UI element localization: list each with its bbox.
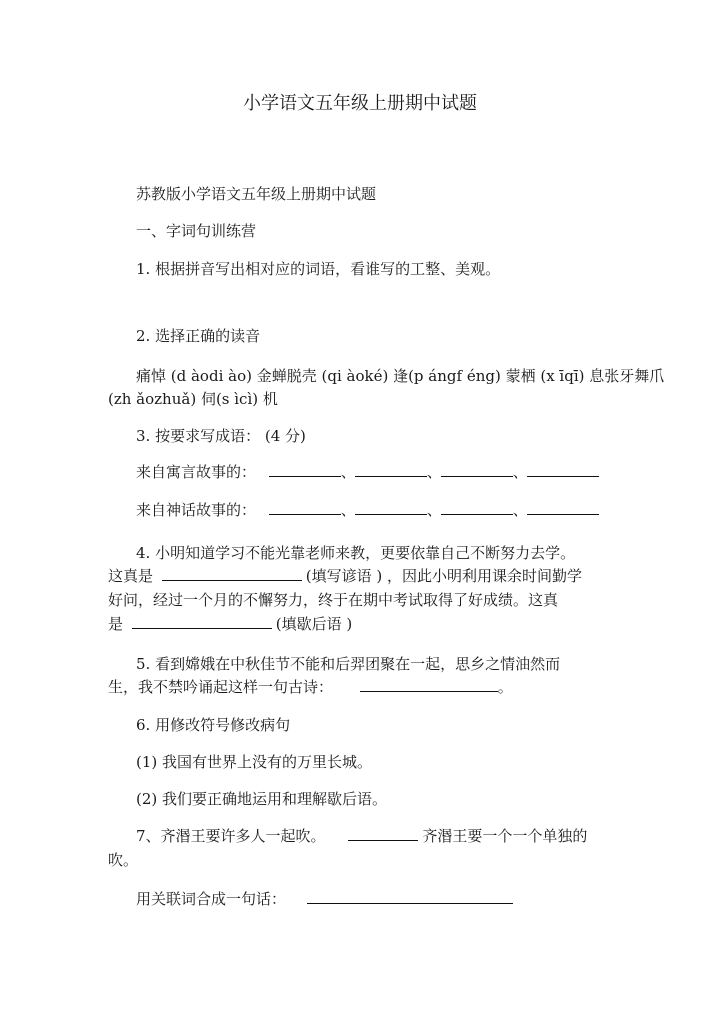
question-5-line-2: 生，我不禁吟诵起这样一句古诗： 。 (108, 678, 513, 696)
answer-blank[interactable] (307, 889, 513, 904)
question-2: 2. 选择正确的读音 (136, 327, 261, 345)
idiom-row-myth: 来自神话故事的： 、 、 、 (136, 500, 599, 520)
section-heading: 一、字词句训练营 (136, 222, 257, 240)
answer-blank[interactable] (269, 500, 341, 515)
idiom-row-fable: 来自寓言故事的： 、 、 、 (136, 462, 599, 482)
question-3: 3. 按要求写成语： (4 分) (136, 427, 306, 445)
answer-blank[interactable] (348, 826, 418, 841)
answer-blank[interactable] (162, 566, 302, 581)
question-4-line-1: 4. 小明知道学习不能光靠老师来教，更要依靠自己不断努力去学。 (136, 544, 576, 562)
idiom-row-label: 来自寓言故事的： (136, 463, 257, 481)
question-4-line-3: 好问，经过一个月的不懈努力，终于在期中考试取得了好成绩。这真 (108, 591, 559, 609)
answer-blank[interactable] (360, 677, 498, 692)
question-6: 6. 用修改符号修改病句 (136, 716, 291, 734)
question-1: 1. 根据拼音写出相对应的词语，看谁写的工整、美观。 (136, 260, 501, 278)
sentence-2: (2) 我们要正确地运用和理解歇后语。 (136, 790, 388, 808)
question-7-line-1: 7、齐湣王要许多人一起吹。 齐湣王要一个一个单独的 (136, 827, 588, 845)
answer-blank[interactable] (269, 462, 341, 477)
question-2-line-1: 痛悼 (d àodi ào) 金蝉脱壳 (qi àoké) 逢(p ángf éng) 蒙栖 (x īqī) 息张牙舞爪 (136, 367, 665, 385)
question-5-line-1: 5. 看到嫦娥在中秋佳节不能和后羿团聚在一起，思乡之情油然而 (136, 655, 561, 673)
page-title: 小学语文五年级上册期中试题 (243, 93, 477, 114)
question-7-line-2: 吹。 (108, 851, 139, 869)
idiom-row-label: 来自神话故事的： (136, 501, 257, 519)
answer-blank[interactable] (355, 462, 427, 477)
answer-blank[interactable] (355, 500, 427, 515)
answer-blank[interactable] (441, 500, 513, 515)
subtitle: 苏教版小学语文五年级上册期中试题 (136, 185, 377, 203)
answer-blank[interactable] (132, 614, 272, 629)
question-7-line-3: 用关联词合成一句话： (136, 889, 513, 909)
question-2-line-2: (zh ǎozhuǎ) 伺(s ìcì) 机 (108, 390, 278, 408)
question-4-line-2: 这真是 (填写谚语 ) ，因此小明利用课余时间勤学 (108, 567, 583, 585)
answer-blank[interactable] (527, 462, 599, 477)
answer-blank[interactable] (527, 500, 599, 515)
answer-blank[interactable] (441, 462, 513, 477)
sentence-1: (1) 我国有世界上没有的万里长城。 (136, 753, 373, 771)
question-4-line-4: 是 (填歇后语 ) (108, 615, 353, 633)
